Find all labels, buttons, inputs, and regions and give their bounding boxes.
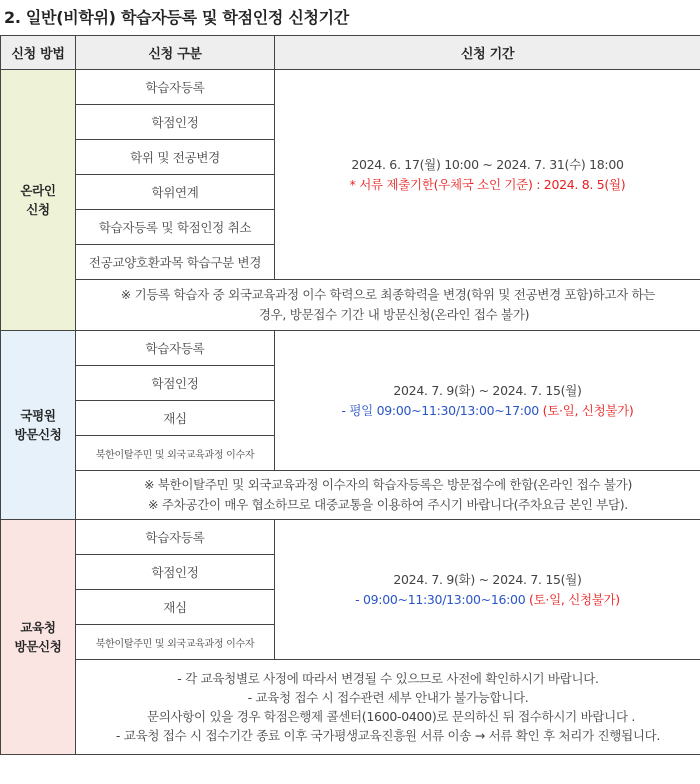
category-cell: 학점인정 — [76, 555, 275, 590]
category-cell: 학습자등록 — [76, 331, 275, 366]
table-row — [1, 70, 700, 105]
period-office-visit — [275, 520, 700, 660]
method-office-visit: 교육청 방문신청 — [1, 520, 76, 755]
category-cell: 학습자등록 — [76, 70, 275, 105]
deadline-text: * 서류 제출기한(우체국 소인 기준) : 2024. 8. 5(월) — [349, 176, 626, 192]
table-row — [1, 331, 700, 366]
category-cell: 북한이탈주민 및 외국교육과정 이수자 — [76, 436, 275, 471]
table-row — [1, 280, 700, 331]
hours-text: - 09:00~11:30/13:00~16:00 — [355, 591, 526, 607]
closed-text: (토·일, 신청불가) — [529, 591, 620, 607]
period-range: 2024. 6. 17(월) 10:00 ~ 2024. 7. 31(수) 18:00 — [351, 156, 624, 172]
category-cell: 학점인정 — [76, 366, 275, 401]
header-category: 신청 구분 — [76, 36, 275, 70]
nile-visit-notes: ※ 북한이탈주민 및 외국교육과정 이수자의 학습자등록은 방문접수에 한함(온라인 접수 불가) ※ 주차공간이 매우 협소하므로 대중교통을 이용하여 주시기 바랍니다(주차요금 본인 부담). — [76, 471, 700, 520]
period-range: 2024. 7. 9(화) ~ 2024. 7. 15(월) — [393, 571, 582, 587]
category-cell: 재심 — [76, 401, 275, 436]
period-nile-visit — [275, 331, 700, 471]
page-title: 2. 일반(비학위) 학습자등록 및 학점인정 신청기간 — [4, 8, 349, 27]
table-header-row — [1, 36, 700, 70]
header-method: 신청 방법 — [1, 36, 76, 70]
category-cell: 북한이탈주민 및 외국교육과정 이수자 — [76, 625, 275, 660]
method-nile-visit: 국평원 방문신청 — [1, 331, 76, 520]
table-row — [1, 520, 700, 555]
category-cell: 재심 — [76, 590, 275, 625]
period-online — [275, 70, 700, 280]
header-period: 신청 기간 — [275, 36, 700, 70]
category-cell: 학위 및 전공변경 — [76, 140, 275, 175]
category-cell: 전공교양호환과목 학습구분 변경 — [76, 245, 275, 280]
office-visit-notes: - 각 교육청별로 사정에 따라서 변경될 수 있으므로 사전에 확인하시기 바랍니다. - 교육청 접수 시 접수관련 세부 안내가 불가능합니다. 문의사항이 있을 경우 학점은행제 콜센터(1600-0400)로 문의하신 뒤 접수하시기 바랍니다 . - 교육청 접수 시 접수기간 종료 이후 국가평생교육진흥원 서류 이송 → 서류 확인 후 처리가 진행됩니다. — [76, 660, 700, 755]
category-cell: 학습자등록 — [76, 520, 275, 555]
category-cell: 학습자등록 및 학점인정 취소 — [76, 210, 275, 245]
closed-text: (토·일, 신청불가) — [542, 402, 634, 418]
application-schedule-table — [0, 35, 700, 755]
method-online: 온라인 신청 — [1, 70, 76, 331]
table-row — [1, 660, 700, 755]
category-cell: 학점인정 — [76, 105, 275, 140]
hours-text: - 평일 09:00~11:30/13:00~17:00 — [341, 402, 539, 418]
category-cell: 학위연계 — [76, 175, 275, 210]
period-range: 2024. 7. 9(화) ~ 2024. 7. 15(월) — [393, 382, 582, 398]
online-note: ※ 기등록 학습자 중 외국교육과정 이수 학력으로 최종학력을 변경(학위 및 전공변경 포함)하고자 하는 경우, 방문접수 기간 내 방문신청(온라인 접수 불가) — [76, 280, 700, 331]
table-row — [1, 471, 700, 520]
